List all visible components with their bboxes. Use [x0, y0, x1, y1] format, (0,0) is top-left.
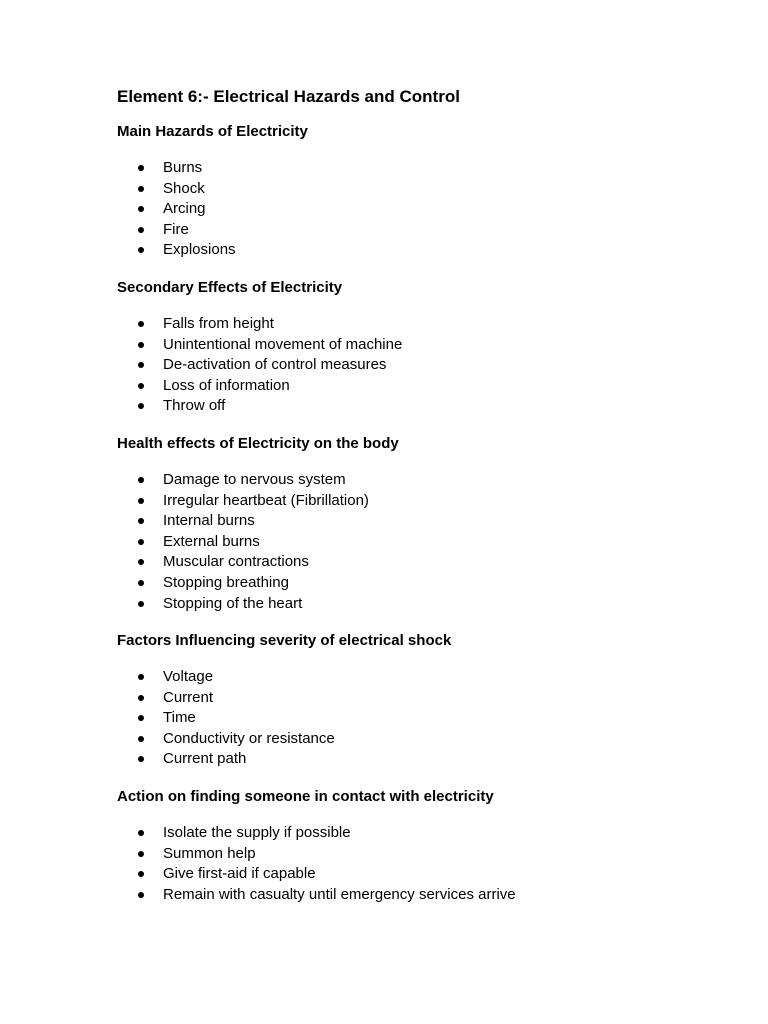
list-item — [117, 376, 737, 397]
section-heading: Main Hazards of Electricity — [117, 123, 308, 140]
list-item — [117, 844, 737, 865]
list-item — [117, 314, 737, 335]
section-heading: Secondary Effects of Electricity — [117, 278, 343, 296]
bullet-icon — [138, 892, 144, 898]
bullet-icon — [138, 498, 144, 504]
section-heading: Health effects of Electricity on the body — [117, 434, 399, 452]
list-item — [117, 355, 737, 376]
list-item — [117, 573, 737, 594]
list-item-text: Damage to nervous system — [163, 470, 346, 488]
list-item-text: Current — [163, 688, 214, 706]
section-3 — [117, 434, 737, 614]
list-item — [117, 688, 737, 709]
list-item — [117, 220, 737, 241]
bullet-icon — [138, 851, 144, 857]
list-item-text: Explosions — [163, 241, 236, 259]
bullet-icon — [138, 403, 144, 409]
list-item — [117, 491, 737, 512]
bullet-icon — [138, 601, 144, 607]
bullet-icon — [138, 871, 144, 877]
bullet-icon — [138, 518, 144, 524]
bullet-icon — [138, 383, 144, 389]
list-item — [117, 199, 737, 220]
list-item — [117, 511, 737, 532]
list-item-text: Arcing — [163, 200, 206, 218]
section-2 — [117, 278, 737, 417]
list-item-text: Voltage — [163, 668, 214, 686]
document-page — [117, 86, 737, 922]
document-title: Element 6:- Electrical Hazards and Control — [117, 87, 460, 106]
list-item — [117, 158, 737, 179]
list-item-text: Throw off — [163, 397, 226, 415]
bullet-icon — [138, 580, 144, 586]
bullet-icon — [138, 362, 144, 368]
list-item — [117, 885, 737, 906]
bullet-icon — [138, 247, 144, 253]
list-item-text: Remain with casualty until emergency services arrive — [163, 885, 516, 903]
list-item-text: Conductivity or resistance — [163, 729, 335, 747]
bullet-list — [117, 667, 737, 770]
list-item — [117, 729, 737, 750]
bullet-icon — [138, 165, 144, 171]
list-item-text: Loss of information — [163, 376, 290, 394]
bullet-icon — [138, 559, 144, 565]
list-item — [117, 667, 737, 688]
section-1 — [117, 122, 737, 261]
bullet-icon — [138, 756, 144, 762]
list-item — [117, 396, 737, 417]
list-item-text: Muscular contractions — [163, 553, 309, 571]
list-item — [117, 594, 737, 615]
list-item — [117, 470, 737, 491]
list-item-text: Fire — [163, 220, 189, 238]
bullet-icon — [138, 321, 144, 327]
list-item-text: Burns — [163, 159, 203, 176]
bullet-icon — [138, 830, 144, 836]
bullet-icon — [138, 736, 144, 742]
list-item-text: Summon help — [163, 844, 256, 862]
list-item-text: Current path — [163, 750, 247, 768]
bullet-icon — [138, 539, 144, 545]
bullet-icon — [138, 227, 144, 233]
bullet-icon — [138, 186, 144, 192]
list-item-text: External burns — [163, 532, 260, 550]
bullet-icon — [138, 695, 144, 701]
list-item-text: Unintentional movement of machine — [163, 335, 403, 353]
list-item-text: Isolate the supply if possible — [163, 824, 351, 842]
list-item-text: Stopping of the heart — [163, 594, 303, 612]
list-item — [117, 823, 737, 844]
list-item — [117, 552, 737, 573]
list-item-text: Internal burns — [163, 512, 255, 530]
list-item — [117, 864, 737, 885]
list-item — [117, 532, 737, 553]
bullet-list — [117, 158, 737, 261]
list-item-text: Shock — [163, 179, 205, 197]
bullet-list — [117, 470, 737, 614]
document-sections — [117, 122, 737, 905]
bullet-list — [117, 823, 737, 905]
bullet-icon — [138, 715, 144, 721]
list-item — [117, 335, 737, 356]
list-item-text: Give first-aid if capable — [163, 865, 316, 883]
list-item — [117, 240, 737, 261]
section-5 — [117, 787, 737, 905]
list-item-text: Time — [163, 709, 196, 727]
bullet-icon — [138, 206, 144, 212]
list-item — [117, 179, 737, 200]
bullet-icon — [138, 342, 144, 348]
section-heading: Action on finding someone in contact with electricity — [117, 788, 494, 806]
list-item-text: Falls from height — [163, 314, 274, 332]
bullet-icon — [138, 674, 144, 680]
section-heading: Factors Influencing severity of electrical shock — [117, 632, 452, 650]
section-4 — [117, 631, 737, 770]
list-item-text: De-activation of control measures — [163, 356, 387, 374]
list-item — [117, 749, 737, 770]
bullet-icon — [138, 477, 144, 483]
list-item-text: Stopping breathing — [163, 573, 289, 591]
bullet-list — [117, 314, 737, 417]
list-item-text: Irregular heartbeat (Fibrillation) — [163, 491, 369, 509]
list-item — [117, 708, 737, 729]
